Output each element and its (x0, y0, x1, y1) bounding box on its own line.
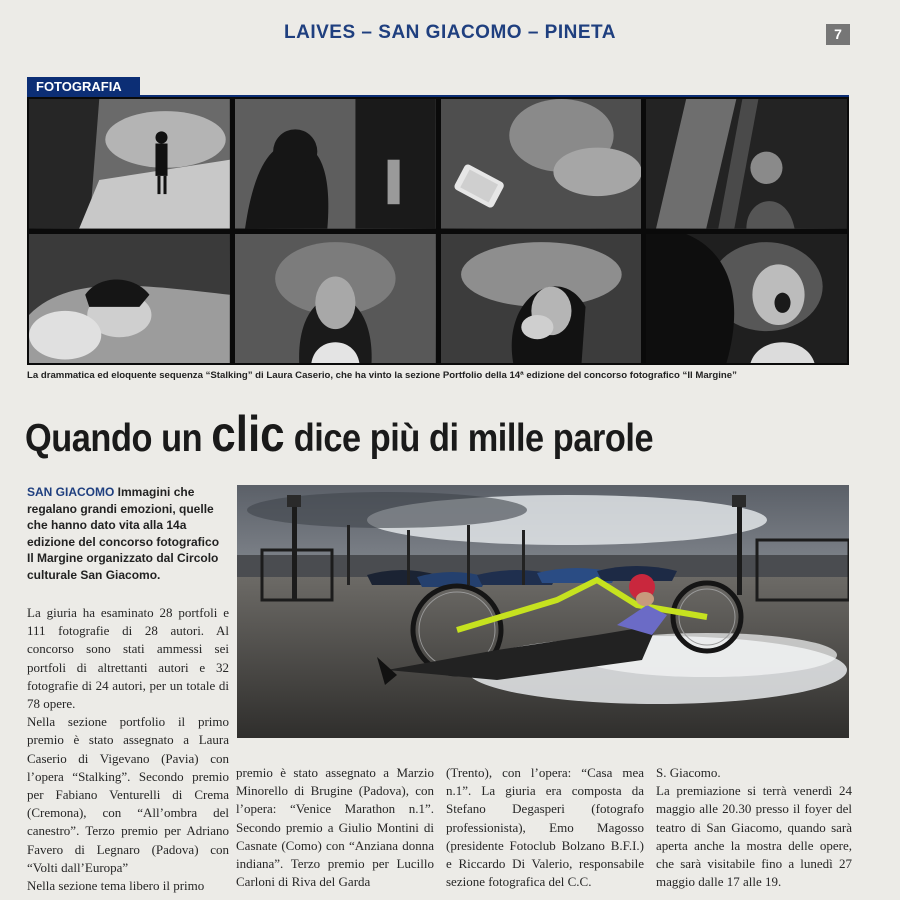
photo-woman-in-bed (29, 234, 230, 364)
column-1-paragraph-3: Nella sezione tema libero il primo (27, 878, 205, 894)
photo-sequence-grid (27, 97, 849, 365)
column-3-paragraph: (Trento), con l’opera: “Casa mea n.1”. La giuria era composta da Stefano Degasperi (fotografo professionista), Emo Magosso (presidente Fotoclub Bolzano B.F.I.) e Riccardo Di Valerio, responsabile sezione fotografica del C.C. (446, 765, 644, 890)
headline-part-1: Quando un (25, 417, 212, 460)
photo-caption: La drammatica ed eloquente sequenza “Stalking” di Laura Caserio, che ha vinto la sezione Portfolio della 14ª edizione del concorso fotografico “Il Margine” (27, 370, 737, 381)
article-photo-handbike-venice (237, 485, 849, 738)
section-label: FOTOGRAFIA (27, 77, 140, 96)
photo-woman-crying (441, 234, 642, 364)
article-column-4 (656, 764, 852, 891)
article-column-1 (27, 604, 229, 895)
headline-part-2: dice più di mille parole (284, 417, 654, 460)
lead-text: Immagini che regalano grandi emozioni, quelle che hanno dato vita alla 14a edizione del concorso fotografico Il Margine organizzato dal Circolo culturale San Giacomo. (27, 485, 220, 582)
page-number: 7 (826, 24, 850, 45)
column-2-paragraph: premio è stato assegnato a Marzio Minorello di Brugine (Padova), con l’opera: “Venice Marathon n.1”. Secondo premio a Giulio Montini di Casnate (Como) con “Anziana donna indiana”. Terzo premio per Lucillo Carloni di Riva del Garda (236, 765, 434, 890)
column-1-paragraph-2: Nella sezione portfolio il primo premio è stato assegnato a Laura Caserio di Vigevano (Pavia) con l’opera “Stalking”. Secondo premio per Fabiano Venturelli di Crema (Cremona), con “All’ombra del canestro”. Terzo premio per Adriano Favero di Legnaro (Padova) con “Volti dall’Europa” (27, 714, 229, 875)
column-4-paragraph-2: La premiazione si terrà venerdì 24 maggio alle 20.30 presso il foyer del teatro di San Giacomo, quando sarà aperta anche la mostra delle opere, che sarà visitabile fino a lunedì 27 maggio dalle 17 alle 19. (656, 783, 852, 890)
lead-kicker: SAN GIACOMO (27, 485, 115, 499)
photo-woman-portrait (235, 234, 436, 364)
photo-woman-at-window (646, 99, 847, 229)
column-4-paragraph-1: S. Giacomo. (656, 765, 721, 780)
article-lead (27, 484, 227, 583)
headline-emphasis: clic (211, 406, 285, 462)
photo-phone-in-hand (441, 99, 642, 229)
article-column-3 (446, 764, 644, 891)
photo-shadow-silhouette (235, 99, 436, 229)
article-column-2 (236, 764, 434, 891)
photo-woman-screaming (646, 234, 847, 364)
photo-street-walker (29, 99, 230, 229)
running-head: LAIVES – SAN GIACOMO – PINETA (284, 22, 616, 43)
column-1-paragraph-1: La giuria ha esaminato 28 portfoli e 111 fotografie di 28 autori. Al concorso sono stati ammessi sei portfoli di altrettanti autori e 32 fotografie di 24 autori, per un totale di 78 opere. (27, 605, 229, 712)
article-headline (25, 405, 782, 463)
